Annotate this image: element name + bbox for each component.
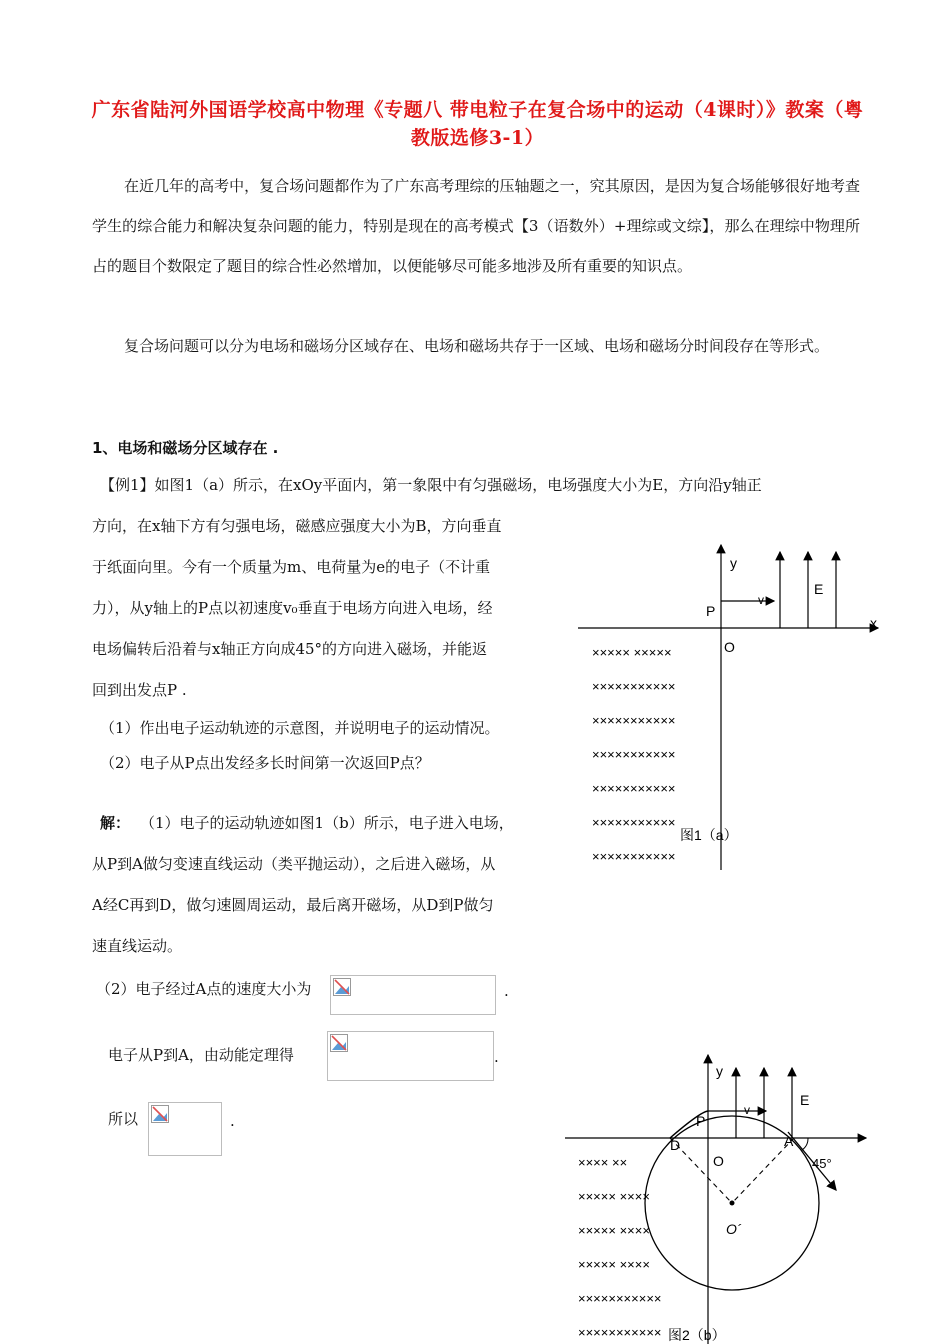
figure-2b (560, 1050, 880, 1344)
cross-row: ××××××××××× (592, 747, 676, 762)
example-line-3: 于纸面向里。今有一个质量为m、电荷量为e的电子（不计重 (92, 558, 491, 576)
center-point (730, 1201, 735, 1206)
intro-paragraph-2: 复合场问题可以分为电场和磁场分区域存在、电场和磁场共存于一区域、电场和磁场分时间段存在等形式。 (124, 337, 830, 355)
example-line-2: 方向，在x轴下方有匀强电场，磁感应强度大小为B，方向垂直 (92, 517, 502, 535)
e-label: E (800, 1092, 810, 1108)
cross-row: ××××× ×××× (578, 1257, 650, 1272)
document-title: 广东省陆河外国语学校高中物理《专题八 带电粒子在复合场中的运动（4课时）》教案（粤教版选修3-1） (91, 99, 864, 149)
period-2: . (494, 1048, 499, 1066)
period-3: . (230, 1112, 235, 1130)
formula-image-2 (327, 1031, 494, 1081)
p-label: P (706, 603, 716, 619)
example-line-4: 力），从y轴上的P点以初速度v₀垂直于电场方向进入电场，经 (92, 599, 493, 617)
angle-label: 45° (812, 1156, 832, 1171)
cross-row: ××××××××××× (592, 849, 676, 864)
example-line-5: 电场偏转后沿着与x轴正方向成45°的方向进入磁场，并能返 (92, 640, 488, 658)
cross-row: ××××× ×××× (578, 1189, 650, 1204)
broken-image-icon (333, 978, 351, 996)
cross-row: ××××× ×××× (578, 1223, 650, 1238)
x-label: x (870, 615, 877, 631)
broken-image-icon (330, 1034, 348, 1052)
solution-line-1: （1）电子的运动轨迹如图1（b）所示，电子进入电场， (140, 814, 514, 832)
a-label: A (784, 1133, 794, 1149)
cross-row: ××××××××××× (578, 1325, 662, 1340)
example-line-6: 回到出发点P . (92, 681, 187, 699)
figure-1a-caption: 图1（a） (680, 827, 738, 843)
cross-row: ××××××××××× (592, 781, 676, 796)
solution-line-2: 从P到A做匀变速直线运动（类平抛运动），之后进入磁场，从 (92, 855, 496, 873)
section-heading: 1、电场和磁场分区域存在 . (92, 439, 279, 457)
solution-label: 解： (100, 814, 131, 832)
o-prime-label: O´ (726, 1221, 742, 1237)
cross-row: ××××××××××× (578, 1291, 662, 1306)
figure-1a (570, 540, 890, 880)
p-label: P (696, 1113, 706, 1129)
broken-image-icon (151, 1105, 169, 1123)
v-label: v (744, 1103, 750, 1117)
formula-image-1 (330, 975, 496, 1015)
period-1: . (504, 982, 509, 1000)
solution-line-7: 所以 (108, 1110, 139, 1128)
angle-arc (802, 1138, 808, 1150)
cross-row: ××××××××××× (592, 713, 676, 728)
cross-row: ××××××××××× (592, 679, 676, 694)
formula-image-3 (148, 1102, 222, 1156)
d-label: D (670, 1137, 681, 1153)
intro-paragraph-1: 在近几年的高考中，复合场问题都作为了广东高考理综的压轴题之一，究其原因，是因为复合场能够很好地考查学生的综合能力和解决复杂问题的能力，特别是现在的高考模式【3（语数外）+理综或文综】，那么在理综中物理所占的题目个数限定了题目的综合性必然增加，以便能够尽可能多地涉及所有重要的知识点。 (92, 177, 860, 275)
o-label: O (713, 1153, 724, 1169)
example-line-1: 【例1】如图1（a）所示，在xOy平面内，第一象限中有匀强磁场，电场强度大小为E，方向沿y轴正 (100, 476, 762, 494)
question-2: （2）电子从P点出发经多长时间第一次返回P点？ (100, 754, 430, 772)
figure-2b-caption: 图2（b） (668, 1327, 726, 1343)
y-label: y (730, 555, 737, 571)
solution-line-6: 电子从P到A，由动能定理得 (108, 1046, 294, 1064)
question-1: （1）作出电子运动轨迹的示意图，并说明电子的运动情况。 (100, 719, 500, 737)
cross-row: ××××× ××××× (592, 645, 672, 660)
y-label: y (716, 1063, 723, 1079)
o-label: O (724, 639, 735, 655)
v-label: v (758, 593, 764, 607)
e-label: E (814, 581, 824, 597)
solution-line-5: （2）电子经过A点的速度大小为 (96, 980, 312, 998)
solution-line-3: A经C再到D，做匀速圆周运动，最后离开磁场，从D到P做匀 (92, 896, 494, 914)
solution-line-4: 速直线运动。 (92, 937, 183, 955)
cross-row: ××××××××××× (592, 815, 676, 830)
cross-row: ×××× ×× (578, 1155, 628, 1170)
